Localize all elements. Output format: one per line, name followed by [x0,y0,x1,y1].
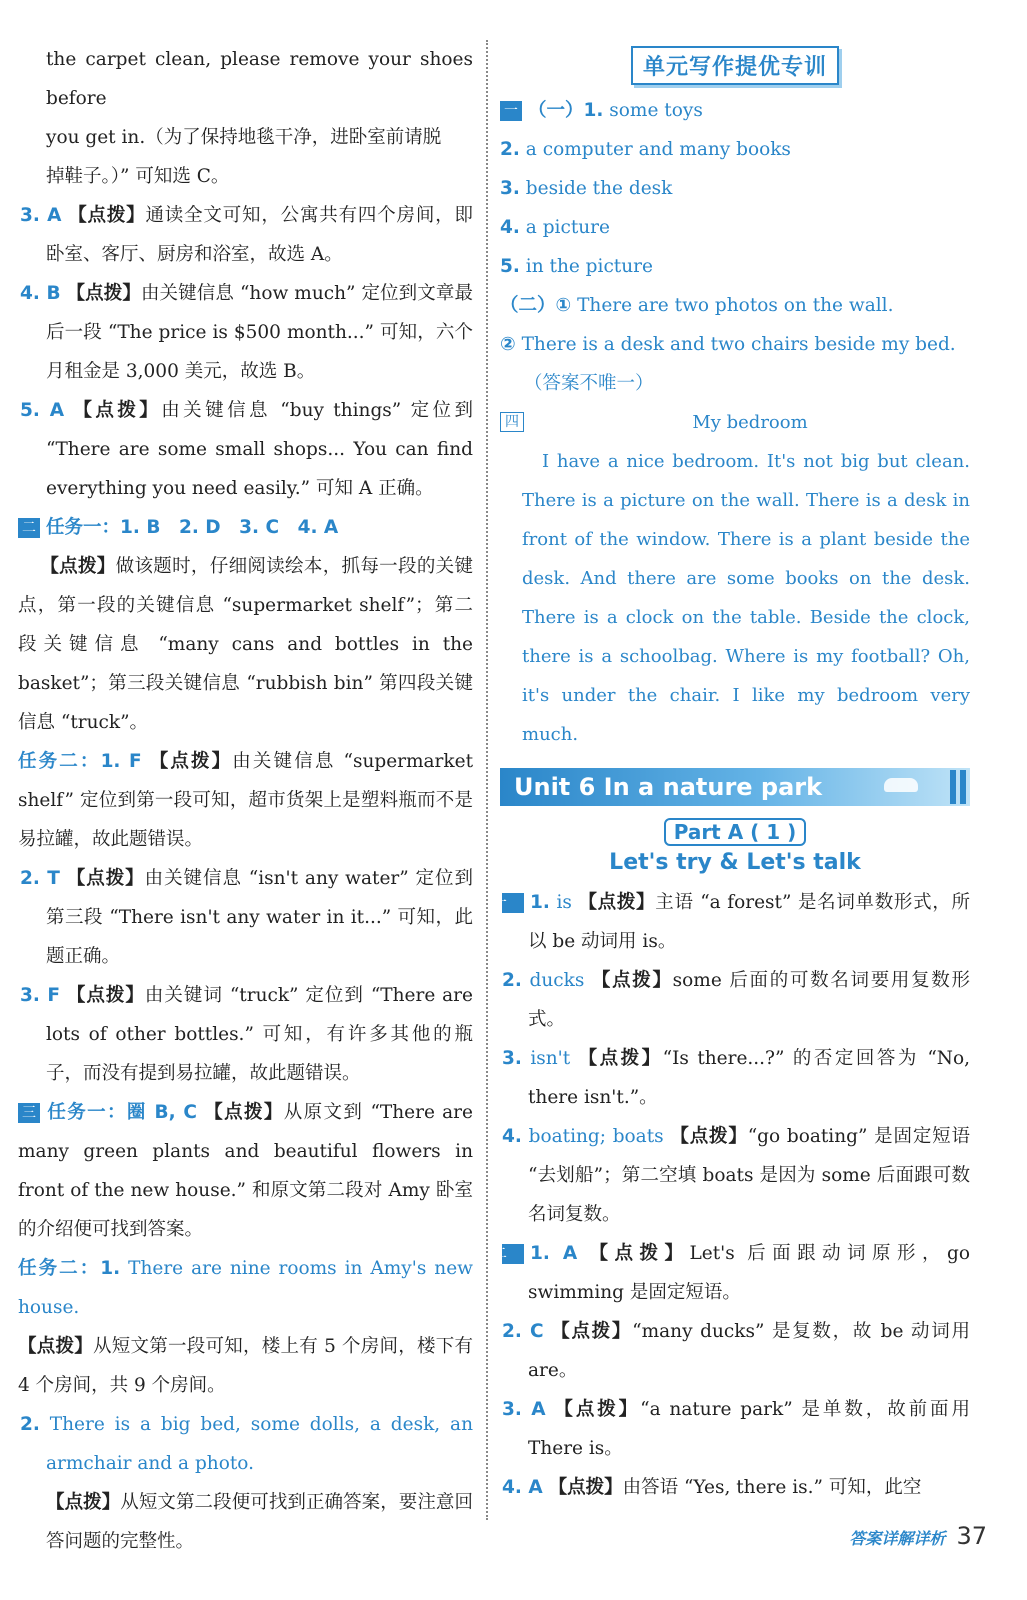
essay-block [500,403,970,754]
part-label: Part A ( 1 ) [500,818,970,846]
task-3-answer-2: 2. There is a big bed, some dolls, a desk, an armchair and a photo. 【点拨】从短文第二段便可找到正确答案，要注意回答问题的完整性。 [20,1414,473,1552]
section-icon: 二 [502,1244,524,1264]
section-icon: 二 [18,518,40,538]
section-2-task-2: 任务二：1. F 【点拨】由关键信息 “supermarket shelf” 定位到第一段可知，超市货架上是塑料瓶而不是易拉罐，故此题错误。 [18,751,473,850]
writing-part-2: （二）① There are two photos on the wall. ② There is a desk and two chairs beside my bed. （答案不唯一） [500,295,956,394]
unit-answer-4: 4. boating; boats 【点拨】“go boating” 是固定短语 “去划船”；第二空填 boats 是因为 some 后面跟可数名词复数。 [502,1126,970,1225]
left-column [18,40,473,1561]
unit-answer-2: 2. ducks 【点拨】some 后面的可数名词要用复数形式。 [502,970,970,1030]
section-2-task-1: 二 任务一：1. B 2. D 3. C 4. A 【点拨】做该题时，仔细阅读绘本，抓每一段的关键点，第一段的关键信息 “supermarket shelf”；第二段关键信息 “many cans and bottles in the basket”；第三段关键信息 “rubbish bin” 第四段关键信息 “truck”。 [18,517,473,733]
answer-3: 3. A 【点拨】通读全文可知，公寓共有四个房间，即卧室、客厅、厨房和浴室，故选 A。 [20,205,473,265]
essay-title: My bedroom [692,412,808,433]
choice-answer-4: 4. A 【点拨】由答语 “Yes, there is.” 可知，此空 [502,1477,922,1498]
special-training-title: 单元写作提优专训 [500,46,970,85]
answer-4: 4. B 【点拨】由关键信息 “how much” 定位到文章最后一段 “The price is $500 month...” 可知，六个月租金是 3,000 美元，故选 B。 [20,283,473,382]
lesson-title: Let's try & Let's talk [609,850,861,875]
banner-bars [946,770,966,815]
choice-answer-2: 2. C 【点拨】“many ducks” 是复数，故 be 动词用 are。 [502,1321,970,1381]
section-icon: 一 [500,101,522,121]
car-icon [884,778,918,792]
choice-answer-1: 二 1. A 【点拨】Let's 后面跟动词原形，go swimming 是固定短语。 [493,1243,970,1303]
right-column [493,40,970,1507]
page-footer [849,1522,987,1550]
section-icon: 四 [500,412,524,432]
writing-part-1: 一 （一）1. some toys 2. a computer and many books 3. beside the desk 4. a picture 5. in the picture [500,100,791,277]
section-3-task-1: 三 任务一：圈 B, C 【点拨】从原文到 “There are many green plants and beautiful flowers in front of the new house.” 和原文第二段对 Amy 卧室的介绍便可找到答案。 [18,1102,473,1240]
page-number: 37 [956,1522,987,1550]
answer-5: 5. A 【点拨】由关键信息 “buy things” 定位到 “There are some small shops... You can find everything you need easily.” 可知 A 正确。 [20,400,473,499]
unit-answer-3: 3. isn't 【点拨】“Is there...?” 的否定回答为 “No, there isn't.”。 [502,1048,970,1108]
section-icon: 一 [502,893,524,913]
footer-label: 答案详解详析 [849,1529,946,1548]
continued-text: the carpet clean, please remove your shoes before you get in.（为了保持地毯干净，进卧室前请脱 掉鞋子。）” 可知选 C。 [46,49,473,187]
column-divider [486,40,488,1520]
task-2-answer-3: 3. F 【点拨】由关键词 “truck” 定位到 “There are lots of other bottles.” 可知，有许多其他的瓶子，而没有提到易拉罐，故此题错误。 [20,985,473,1084]
section-icon: 三 [18,1103,40,1123]
task-2-answer-2: 2. T 【点拨】由关键信息 “isn't any water” 定位到第三段 “There isn't any water in it...” 可知，此题正确。 [20,868,473,967]
unit-banner: Unit 6 In a nature park [500,768,970,806]
essay-text: I have a nice bedroom. It's not big but clean. There is a picture on the wall. There is a desk in front of the window. There is a plant beside the desk. And there are some books on the desk. There is a clock on the table. Beside the clock, there is a schoolbag. Where is my football? Oh, it's under the chair. I like my bedroom very much. [522,451,970,745]
unit-answer-1: 一 1. is 【点拨】主语 “a forest” 是名词单数形式，所以 be 动词用 is。 [493,892,970,952]
choice-answer-3: 3. A 【点拨】“a nature park” 是单数，故前面用 There is。 [502,1399,970,1459]
section-3-task-2: 任务二：1. There are nine rooms in Amy's new house. 【点拨】从短文第一段可知，楼上有 5 个房间，楼下有 4 个房间，共 9 个房间。 [18,1258,473,1396]
